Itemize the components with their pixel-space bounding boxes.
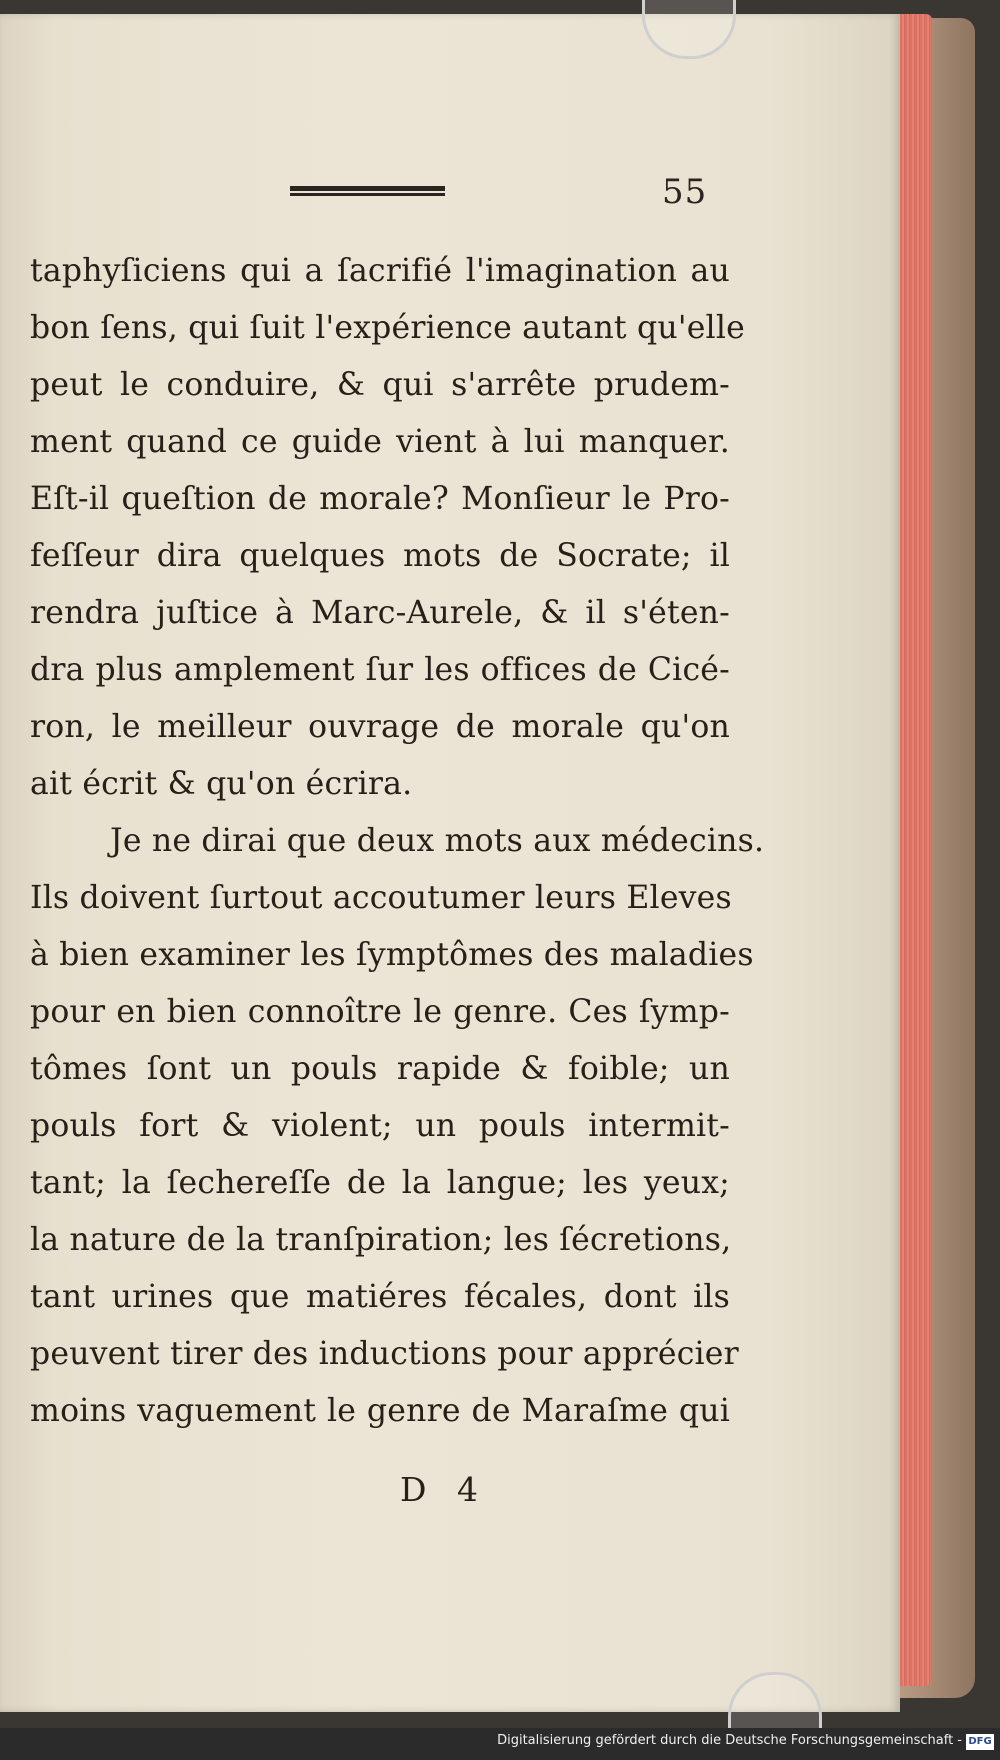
text-line: ment quand ce guide vient à lui manquer. [30,424,730,460]
text-line: Je ne dirai que deux mots aux médecins. [110,823,765,859]
text-line: rendra juſtice à Marc-Aurele, & il s'éten- [30,595,730,631]
signature-mark: D 4 [400,1470,488,1509]
text-line: dra plus amplement ſur les offices de Cicé- [30,652,730,688]
text-line: tant urines que matiéres fécales, dont ils [30,1279,730,1315]
text-line: peut le conduire, & qui s'arrête prudem- [30,367,730,403]
text-line: moins vaguement le genre de Maraſme qui [30,1393,730,1429]
text-line: feſſeur dira quelques mots de Socrate; il [30,538,730,574]
text-line: peuvent tirer des inductions pour apprécier [30,1336,739,1372]
digitization-credit: Digitalisierung gefördert durch die Deutsche Forschungsgemeinschaft - [497,1733,962,1748]
text-line: Ils doivent ſurtout accoutumer leurs Eleves [30,880,732,916]
text-line: ron, le meilleur ouvrage de morale qu'on [30,709,730,745]
text-line: ait écrit & qu'on écrira. [30,766,413,802]
text-line: bon ſens, qui ſuit l'expérience autant qu'elle [30,310,745,346]
text-line: à bien examiner les ſymptômes des maladies [30,937,754,973]
text-line: la nature de la tranſpiration; les ſécretions, [30,1222,732,1258]
text-line: tômes ſont un pouls rapide & foible; un [30,1051,730,1087]
text-line: pour en bien connoître le genre. Ces ſymp- [30,994,730,1030]
page-number: 55 [662,172,708,212]
text-line: Eſt-il queſtion de morale? Monſieur le Pro- [30,481,730,517]
text-line: tant; la ſechereſſe de la langue; les yeux; [30,1165,730,1201]
header-rule [290,186,445,196]
text-line: pouls fort & violent; un pouls intermit- [30,1108,730,1144]
book-page [0,14,900,1712]
text-line: taphyſiciens qui a ſacrifié l'imagination au [30,253,730,289]
dfg-logo: DFG [966,1734,994,1750]
